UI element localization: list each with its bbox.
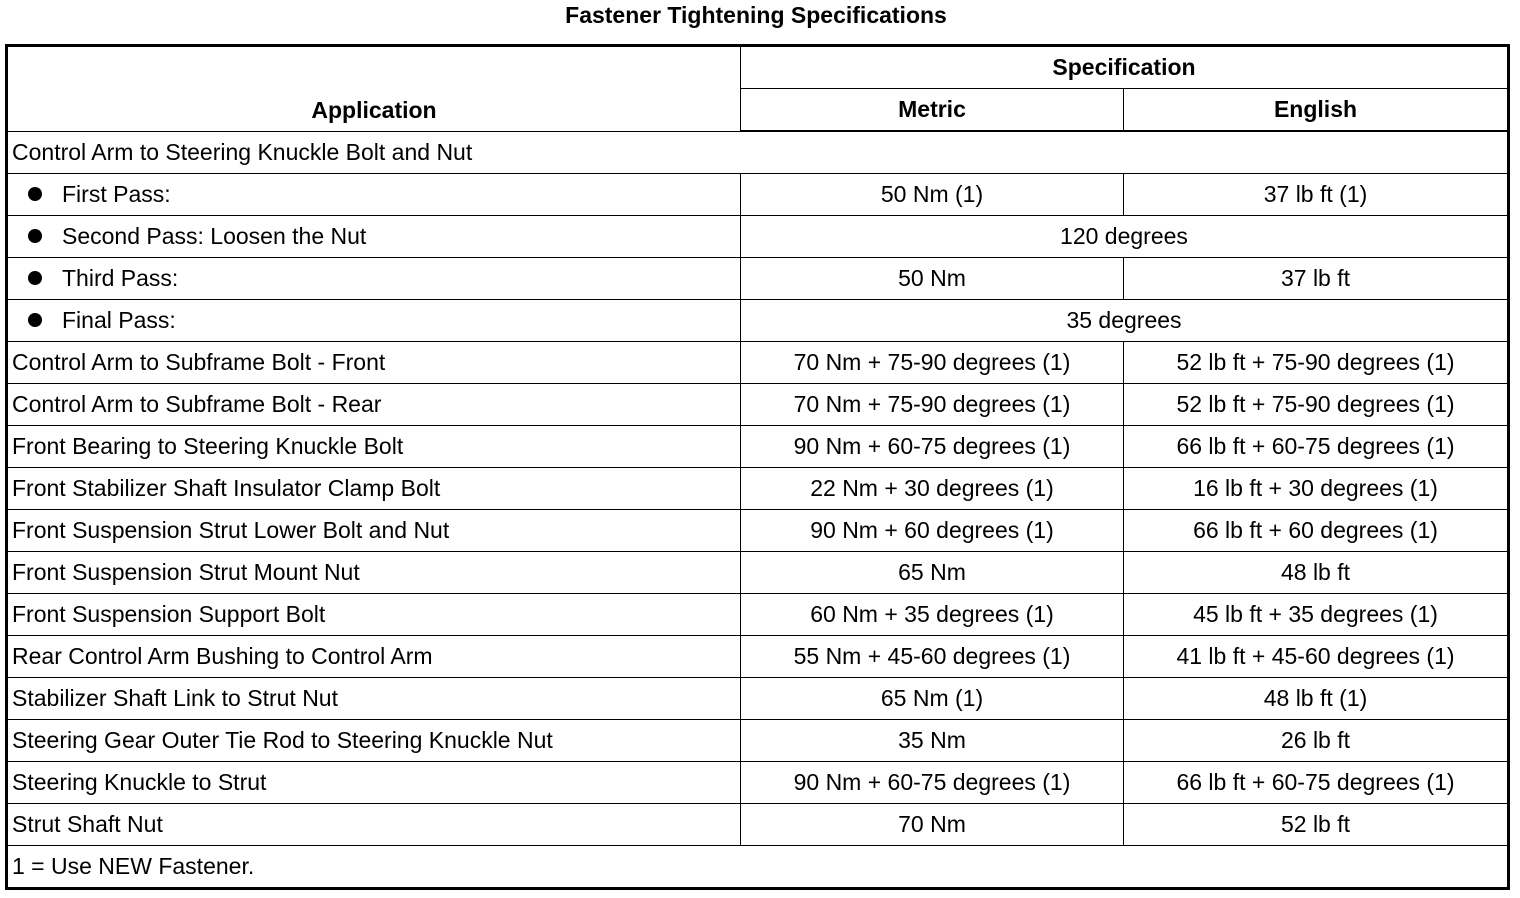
english-cell: 66 lb ft + 60 degrees (1) <box>1124 510 1509 552</box>
english-cell: 66 lb ft + 60-75 degrees (1) <box>1124 762 1509 804</box>
english-cell: 16 lb ft + 30 degrees (1) <box>1124 468 1509 510</box>
table-row <box>7 510 1509 552</box>
application-cell: First Pass: <box>62 181 171 207</box>
english-header: English <box>1124 89 1509 132</box>
spanning-value-cell: 120 degrees <box>741 216 1509 258</box>
table-row <box>7 342 1509 384</box>
metric-cell: 90 Nm + 60-75 degrees (1) <box>741 762 1124 804</box>
application-cell: Control Arm to Subframe Bolt - Rear <box>7 384 741 426</box>
table-row <box>7 384 1509 426</box>
metric-cell: 60 Nm + 35 degrees (1) <box>741 594 1124 636</box>
footnote-row <box>7 846 1509 889</box>
application-cell: Rear Control Arm Bushing to Control Arm <box>7 636 741 678</box>
application-cell: Steering Gear Outer Tie Rod to Steering Knuckle Nut <box>7 720 741 762</box>
spanning-value-cell: 35 degrees <box>741 300 1509 342</box>
application-cell: Stabilizer Shaft Link to Strut Nut <box>7 678 741 720</box>
table-row <box>7 762 1509 804</box>
english-cell: 26 lb ft <box>1124 720 1509 762</box>
table-row <box>7 678 1509 720</box>
metric-cell: 50 Nm (1) <box>741 174 1124 216</box>
english-cell: 52 lb ft + 75-90 degrees (1) <box>1124 342 1509 384</box>
application-cell: Front Suspension Strut Mount Nut <box>7 552 741 594</box>
metric-cell: 35 Nm <box>741 720 1124 762</box>
metric-cell: 55 Nm + 45-60 degrees (1) <box>741 636 1124 678</box>
application-cell: Front Stabilizer Shaft Insulator Clamp Bolt <box>7 468 741 510</box>
english-cell: 48 lb ft <box>1124 552 1509 594</box>
table-row <box>7 594 1509 636</box>
group-label: Control Arm to Steering Knuckle Bolt and Nut <box>7 131 1509 174</box>
application-cell: Third Pass: <box>62 265 179 291</box>
english-cell: 48 lb ft (1) <box>1124 678 1509 720</box>
table-row <box>7 426 1509 468</box>
sub-step-cell <box>7 258 741 300</box>
metric-cell: 70 Nm + 75-90 degrees (1) <box>741 384 1124 426</box>
metric-cell: 90 Nm + 60 degrees (1) <box>741 510 1124 552</box>
bullet-icon <box>28 271 42 285</box>
sub-step-cell <box>7 174 741 216</box>
metric-cell: 22 Nm + 30 degrees (1) <box>741 468 1124 510</box>
application-cell: Control Arm to Subframe Bolt - Front <box>7 342 741 384</box>
table-row <box>7 300 1509 342</box>
footnote: 1 = Use NEW Fastener. <box>7 846 1509 889</box>
english-cell: 41 lb ft + 45-60 degrees (1) <box>1124 636 1509 678</box>
metric-cell: 70 Nm <box>741 804 1124 846</box>
application-cell: Front Suspension Strut Lower Bolt and Nut <box>7 510 741 552</box>
metric-cell: 50 Nm <box>741 258 1124 300</box>
fastener-spec-table <box>5 44 1510 890</box>
application-cell: Final Pass: <box>62 307 176 333</box>
bullet-icon <box>28 313 42 327</box>
table-row <box>7 804 1509 846</box>
english-cell: 52 lb ft <box>1124 804 1509 846</box>
table-row <box>7 636 1509 678</box>
bullet-icon <box>28 229 42 243</box>
application-cell: Strut Shaft Nut <box>7 804 741 846</box>
table-row <box>7 552 1509 594</box>
table-row <box>7 216 1509 258</box>
table-row <box>7 131 1509 174</box>
english-cell: 37 lb ft <box>1124 258 1509 300</box>
table-row <box>7 720 1509 762</box>
application-header: Application <box>7 46 741 132</box>
english-cell: 66 lb ft + 60-75 degrees (1) <box>1124 426 1509 468</box>
application-cell: Steering Knuckle to Strut <box>7 762 741 804</box>
sub-step-cell <box>7 300 741 342</box>
page-title: Fastener Tightening Specifications <box>565 2 947 28</box>
metric-cell: 65 Nm (1) <box>741 678 1124 720</box>
english-cell: 52 lb ft + 75-90 degrees (1) <box>1124 384 1509 426</box>
english-cell: 37 lb ft (1) <box>1124 174 1509 216</box>
application-cell: Second Pass: Loosen the Nut <box>62 223 367 249</box>
sub-step-cell <box>7 216 741 258</box>
english-cell: 45 lb ft + 35 degrees (1) <box>1124 594 1509 636</box>
application-cell: Front Suspension Support Bolt <box>7 594 741 636</box>
bullet-icon <box>28 187 42 201</box>
table-row <box>7 258 1509 300</box>
metric-header: Metric <box>741 89 1124 132</box>
metric-cell: 65 Nm <box>741 552 1124 594</box>
table-row <box>7 468 1509 510</box>
metric-cell: 90 Nm + 60-75 degrees (1) <box>741 426 1124 468</box>
table-row <box>7 174 1509 216</box>
metric-cell: 70 Nm + 75-90 degrees (1) <box>741 342 1124 384</box>
specification-header: Specification <box>741 46 1509 89</box>
application-cell: Front Bearing to Steering Knuckle Bolt <box>7 426 741 468</box>
